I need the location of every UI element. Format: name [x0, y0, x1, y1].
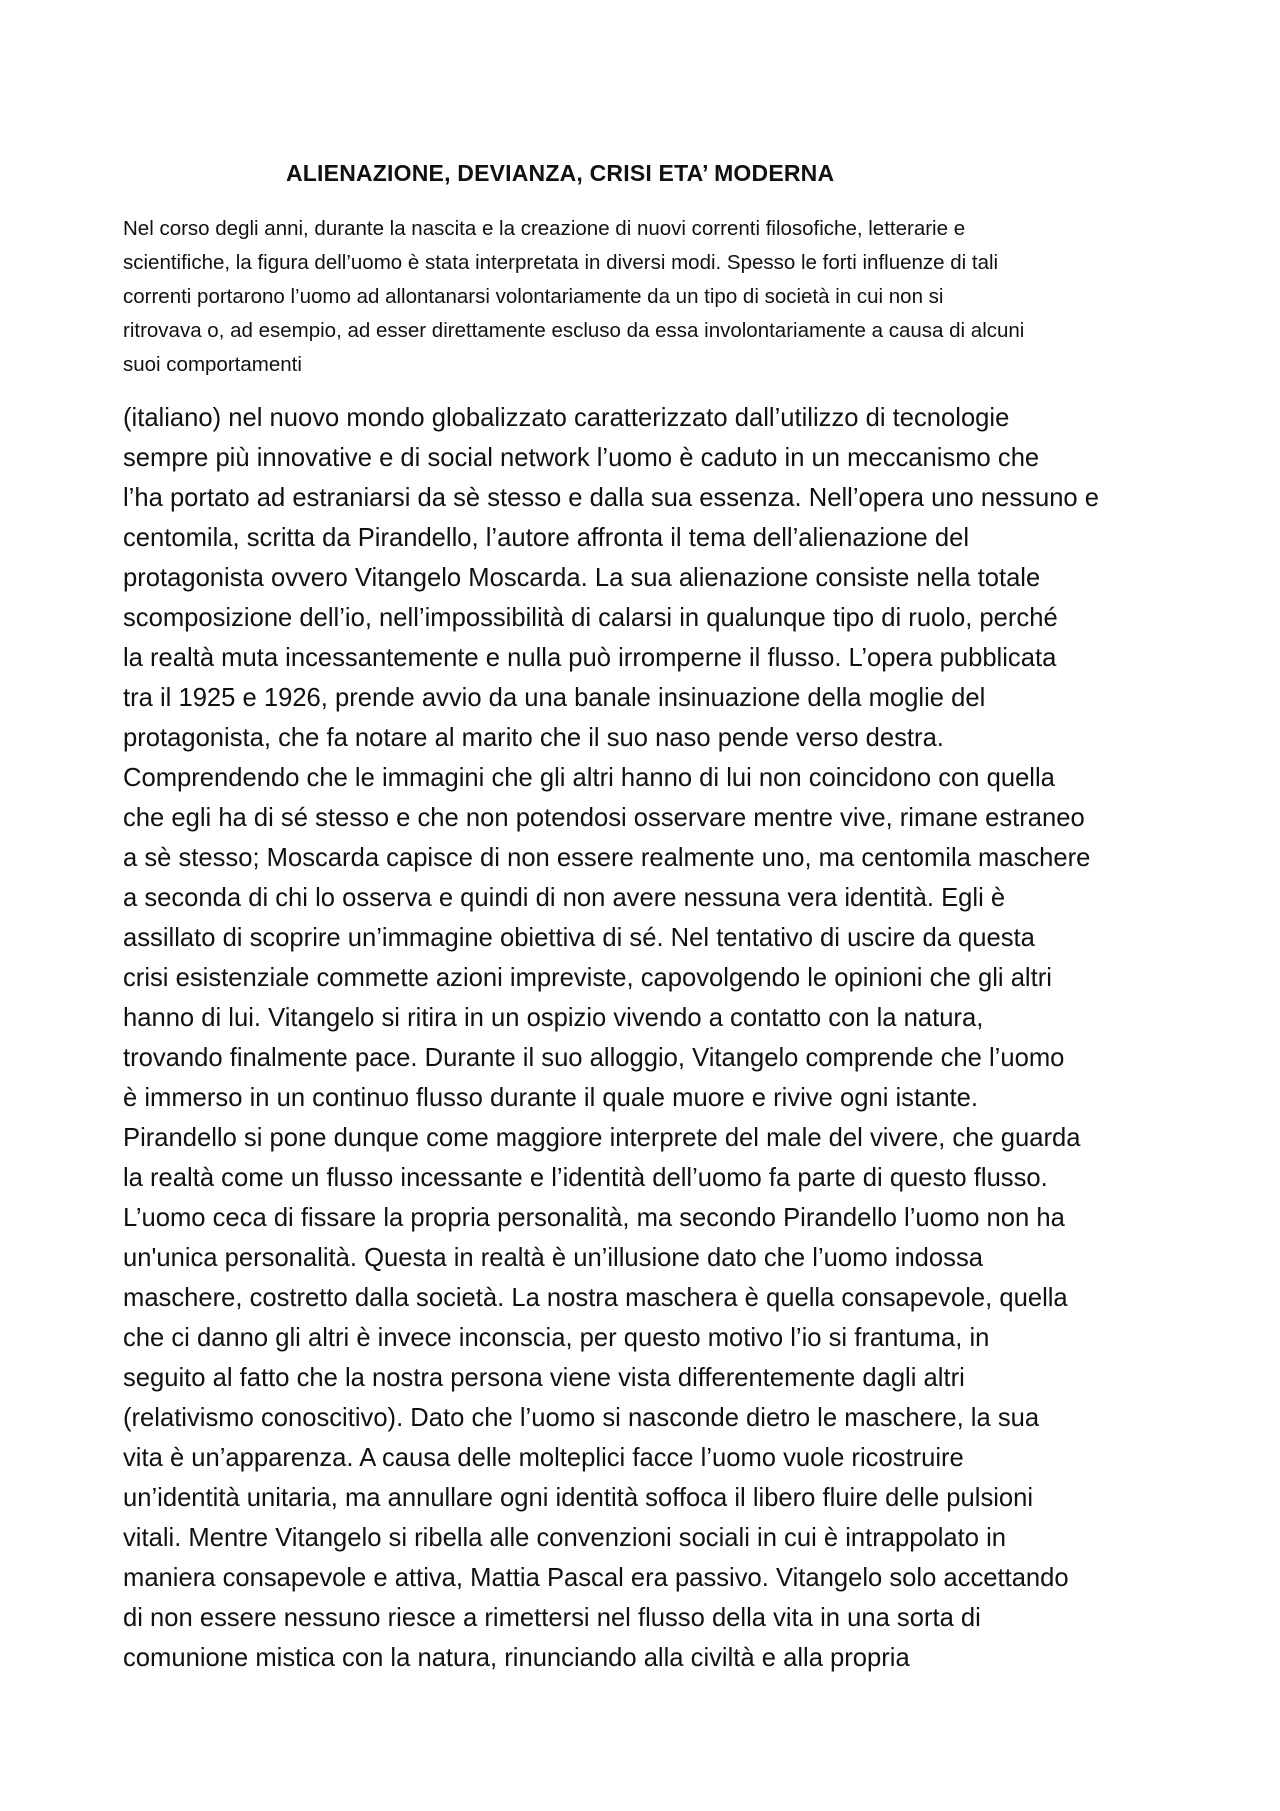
body-line: vitali. Mentre Vitangelo si ribella alle convenzioni sociali in cui è intrappolato in — [123, 1524, 1006, 1552]
body-line: maniera consapevole e attiva, Mattia Pascal era passivo. Vitangelo solo accettando — [123, 1564, 1069, 1592]
body-line: (relativismo conoscitivo). Dato che l’uomo si nasconde dietro le maschere, la sua — [123, 1404, 1040, 1432]
intro-line: correnti portarono l’uomo ad allontanarsi volontariamente da un tipo di società in cui non si — [123, 285, 944, 308]
body-line: protagonista, che fa notare al marito che il suo naso pende verso destra. — [123, 724, 944, 752]
body-line: la realtà muta incessantemente e nulla può irromperne il flusso. L’opera pubblicata — [123, 644, 1057, 672]
body-line: un'unica personalità. Questa in realtà è un’illusione dato che l’uomo indossa — [123, 1244, 983, 1272]
intro-line: ritrovava o, ad esempio, ad esser direttamente escluso da essa involontariamente a causa di alcuni — [123, 319, 1025, 342]
body-line: l’ha portato ad estraniarsi da sè stesso e dalla sua essenza. Nell’opera uno nessuno e — [123, 484, 1100, 512]
document-title: ALIENAZIONE, DEVIANZA, CRISI ETA’ MODERNA — [286, 160, 835, 186]
body-line: hanno di lui. Vitangelo si ritira in un ospizio vivendo a contatto con la natura, — [123, 1004, 984, 1032]
body-line: che ci danno gli altri è invece inconscia, per questo motivo l’io si frantuma, in — [123, 1324, 990, 1352]
body-line: a seconda di chi lo osserva e quindi di non avere nessuna vera identità. Egli è — [123, 884, 1006, 912]
body-line: un’identità unitaria, ma annullare ogni identità soffoca il libero fluire delle pulsioni — [123, 1484, 1034, 1512]
intro-line: Nel corso degli anni, durante la nascita e la creazione di nuovi correnti filosofiche, letterarie e — [123, 217, 966, 240]
intro-paragraph — [123, 212, 1183, 382]
body-line: che egli ha di sé stesso e che non potendosi osservare mentre vive, rimane estraneo — [123, 804, 1085, 832]
body-line: tra il 1925 e 1926, prende avvio da una banale insinuazione della moglie del — [123, 684, 986, 712]
body-line: è immerso in un continuo flusso durante il quale muore e rivive ogni istante. — [123, 1084, 979, 1112]
intro-line: suoi comportamenti — [123, 353, 302, 376]
body-line: sempre più innovative e di social network l’uomo è caduto in un meccanismo che — [123, 444, 1040, 472]
body-paragraph — [123, 398, 1183, 1678]
body-line: Pirandello si pone dunque come maggiore interprete del male del vivere, che guarda — [123, 1124, 1081, 1152]
body-line: a sè stesso; Moscarda capisce di non essere realmente uno, ma centomila maschere — [123, 844, 1091, 872]
body-line: comunione mistica con la natura, rinunciando alla civiltà e alla propria — [123, 1644, 910, 1672]
body-line: trovando finalmente pace. Durante il suo alloggio, Vitangelo comprende che l’uomo — [123, 1044, 1065, 1072]
body-line: crisi esistenziale commette azioni impreviste, capovolgendo le opinioni che gli altri — [123, 964, 1052, 992]
body-line: protagonista ovvero Vitangelo Moscarda. La sua alienazione consiste nella totale — [123, 564, 1041, 592]
body-line: la realtà come un flusso incessante e l’identità dell’uomo fa parte di questo flusso. — [123, 1164, 1048, 1192]
body-line: di non essere nessuno riesce a rimettersi nel flusso della vita in una sorta di — [123, 1604, 981, 1632]
body-line: maschere, costretto dalla società. La nostra maschera è quella consapevole, quella — [123, 1284, 1068, 1312]
intro-line: scientifiche, la figura dell’uomo è stata interpretata in diversi modi. Spesso le forti influenze di tali — [123, 251, 999, 274]
body-line: scomposizione dell’io, nell’impossibilità di calarsi in qualunque tipo di ruolo, perché — [123, 604, 1058, 632]
body-line: assillato di scoprire un’immagine obiettiva di sé. Nel tentativo di uscire da questa — [123, 924, 1035, 952]
body-line: (italiano) nel nuovo mondo globalizzato caratterizzato dall’utilizzo di tecnologie — [123, 404, 1010, 432]
body-line: Comprendendo che le immagini che gli altri hanno di lui non coincidono con quella — [123, 764, 1055, 792]
body-line: seguito al fatto che la nostra persona viene vista differentemente dagli altri — [123, 1364, 965, 1392]
body-line: L’uomo ceca di fissare la propria personalità, ma secondo Pirandello l’uomo non ha — [123, 1204, 1065, 1232]
body-line: centomila, scritta da Pirandello, l’autore affronta il tema dell’alienazione del — [123, 524, 970, 552]
body-line: vita è un’apparenza. A causa delle molteplici facce l’uomo vuole ricostruire — [123, 1444, 964, 1472]
